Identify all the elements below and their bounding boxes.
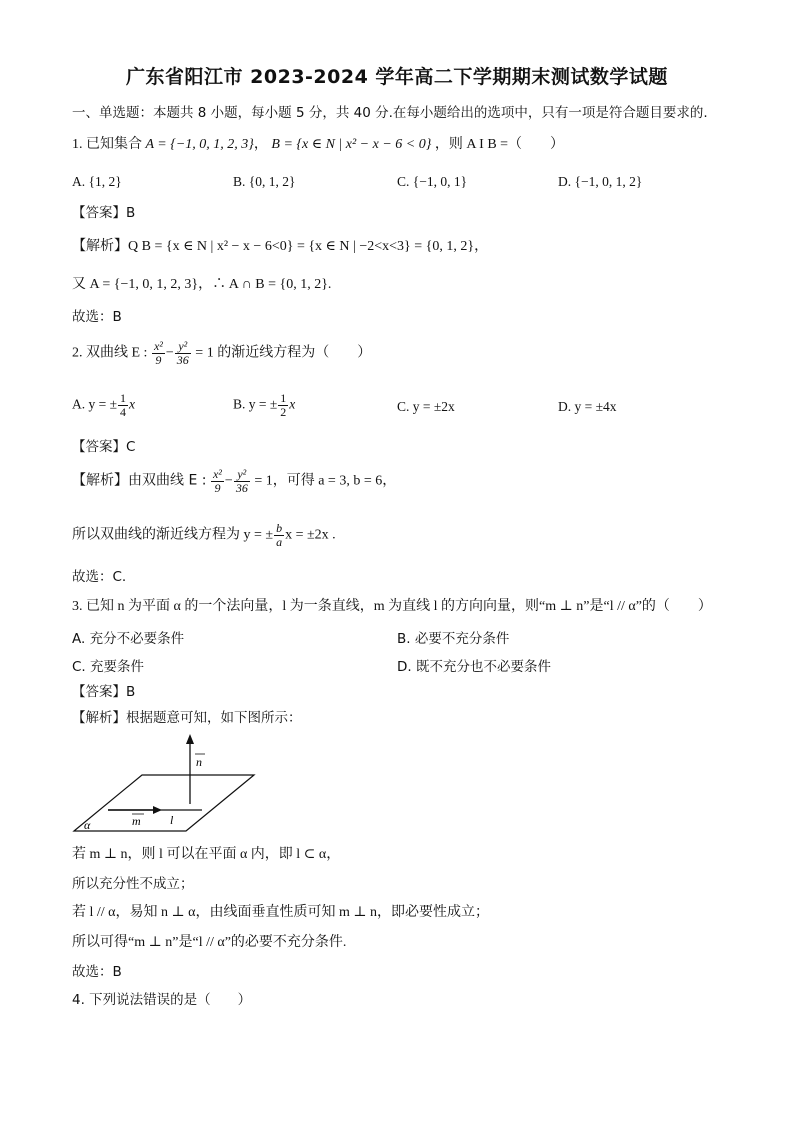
- q2-frac-x: $\frac{\text{x²}}{9}$: [153, 339, 163, 367]
- q1-stem-prefix: 1. 已知集合: [72, 137, 142, 152]
- q2-asymptote: 所以双曲线的渐近线方程为 y = ± $\frac{b}{a}$ x = ±2x .: [72, 521, 336, 549]
- q2-stem-prefix: 2. 双曲线 E :: [72, 345, 148, 361]
- plane-alpha: [74, 775, 254, 831]
- q1-stem-suffix: ，则 A I B =（ ）: [434, 137, 565, 152]
- normal-arrowhead: [186, 734, 194, 744]
- q1-analysis-1: 【解析】Q B = {x ∈ N | x² − x − 6<0} = {x ∈ N | −2<x<3} = {0, 1, 2}，: [72, 239, 489, 254]
- q3-choose: 故选：B: [72, 964, 122, 980]
- q1-answer: 【答案】B: [72, 205, 136, 221]
- q3-option-a: A. 充分不必要条件: [72, 631, 185, 647]
- q3-line-3: 若 l // α，易知 n ⊥ α，由线面垂直性质可知 m ⊥ n，即必要性成立；: [72, 905, 490, 920]
- q2-option-c: C. y = ±2x: [397, 399, 455, 414]
- label-m: m: [132, 814, 141, 828]
- q3-analysis: 【解析】根据题意可知，如下图所示：: [72, 710, 302, 726]
- q2-choose: 故选：C.: [72, 569, 127, 585]
- q1-choose: 故选：B: [72, 309, 122, 325]
- q1-option-a: A. {1, 2}: [72, 174, 122, 189]
- q2-stem-suffix: = 1 的渐近线方程为（ ）: [195, 345, 372, 361]
- q2-stem: 2. 双曲线 E : $\frac{\text{x²}}{9}$ − $\frac{\text{y²}}{36}$ = 1 的渐近线方程为（ ）: [72, 339, 372, 367]
- page-title: 广东省阳江市 2023-2024 学年高二下学期期末测试数学试题: [126, 66, 668, 88]
- q1-set-b: B = {x ∈ N | x² − x − 6 < 0}: [271, 137, 432, 152]
- q2-analysis: 【解析】由双曲线 E : $\frac{\text{x²}}{9}$ − $\frac{\text{y²}}{36}$ = 1，可得 a = 3, b = 6，: [72, 467, 397, 495]
- q4-stem: 4. 下列说法错误的是（ ）: [72, 992, 252, 1008]
- q3-answer: 【答案】B: [72, 684, 136, 700]
- q1-set-a: A = {−1, 0, 1, 2, 3}: [145, 137, 254, 152]
- q3-option-d: D. 既不充分也不必要条件: [397, 659, 551, 675]
- q3-stem: 3. 已知 n 为平面 α 的一个法向量，l 为一条直线，m 为直线 l 的方向向量，则“m ⊥ n”是“l // α”的（ ）: [72, 599, 712, 614]
- q3-line-2: 所以充分性不成立；: [72, 876, 194, 892]
- q1-option-c: C. {−1, 0, 1}: [397, 174, 468, 189]
- q2-frac-y: $\frac{\text{y²}}{36}$: [176, 339, 189, 367]
- q1-stem: 1. 已知集合 A = {−1, 0, 1, 2, 3}， B = {x ∈ N | x² − x − 6 < 0} ，则 A I B =（ ）: [72, 137, 565, 152]
- q1-option-b: B. {0, 1, 2}: [233, 174, 296, 189]
- q3-line-1: 若 m ⊥ n，则 l 可以在平面 α 内，即 l ⊂ α，: [72, 847, 341, 862]
- label-alpha: α: [84, 818, 91, 832]
- q2-option-d: D. y = ±4x: [558, 399, 617, 414]
- q1-option-d: D. {−1, 0, 1, 2}: [558, 174, 643, 189]
- label-n: n: [196, 755, 202, 769]
- q1-analysis-2: 又 A = {−1, 0, 1, 2, 3}，∴ A ∩ B = {0, 1, 2}.: [72, 277, 332, 292]
- label-l: l: [170, 813, 174, 827]
- plane-vector-diagram: [72, 732, 262, 837]
- q2-option-b: B. y = ± $\frac{1}{2}$ x: [233, 391, 296, 419]
- direction-arrowhead: [153, 806, 162, 814]
- q2-option-a: A. y = ± $\frac{1}{4}$ x: [72, 391, 136, 419]
- q3-option-c: C. 充要条件: [72, 659, 145, 675]
- q3-line-4: 所以可得“m ⊥ n”是“l // α”的必要不充分条件.: [72, 935, 347, 950]
- section-heading: 一、单选题：本题共 8 小题，每小题 5 分，共 40 分.在每小题给出的选项中，只有一项是符合题目要求的.: [72, 105, 708, 121]
- q2-answer: 【答案】C: [72, 439, 136, 455]
- q3-option-b: B. 必要不充分条件: [397, 631, 510, 647]
